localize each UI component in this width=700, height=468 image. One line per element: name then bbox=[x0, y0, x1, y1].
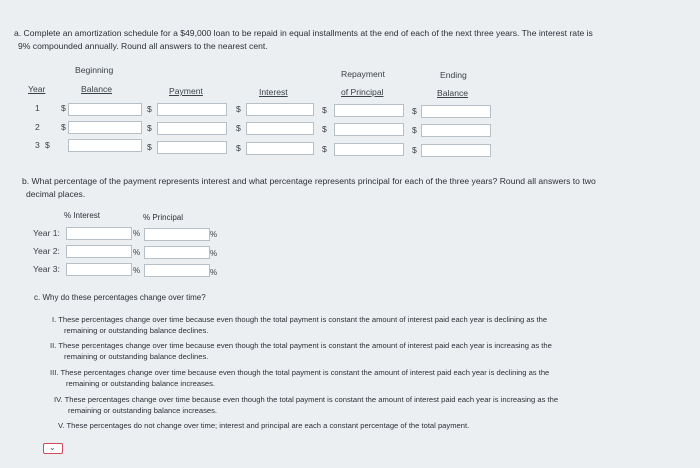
ending-balance-input-3[interactable] bbox=[421, 144, 491, 157]
option-number: IV. bbox=[54, 395, 63, 404]
currency-symbol: $ bbox=[61, 122, 66, 132]
repayment-principal-input-1[interactable] bbox=[334, 104, 404, 117]
payment-input-1[interactable] bbox=[157, 103, 227, 116]
part-a-prompt-line2: 9% compounded annually. Round all answers to the nearest cent. bbox=[18, 41, 268, 51]
header-repayment: Repayment bbox=[341, 69, 385, 79]
percent-symbol: % bbox=[210, 230, 218, 239]
header-year: Year bbox=[28, 84, 46, 94]
repayment-principal-input-3[interactable] bbox=[334, 143, 404, 156]
option-text-line2: remaining or outstanding balance declines. bbox=[64, 351, 209, 361]
option-number: V. bbox=[58, 421, 65, 430]
currency-symbol: $ bbox=[147, 142, 152, 152]
option-text-line1: These percentages do not change over time; interest and principal are each a constant percentage of the total payment. bbox=[66, 421, 470, 430]
pct-principal-input-2[interactable] bbox=[144, 246, 210, 259]
option-i bbox=[52, 315, 672, 336]
currency-symbol: $ bbox=[236, 104, 241, 114]
option-number: II. bbox=[50, 341, 57, 350]
pct-row-label-1: Year 1: bbox=[33, 228, 60, 238]
option-text-line1: These percentages change over time because even though the total payment is constant the amount of interest paid each year is increasing as the bbox=[64, 395, 559, 404]
ending-balance-input-1[interactable] bbox=[421, 105, 491, 118]
currency-symbol: $ bbox=[236, 143, 241, 153]
percent-symbol: % bbox=[133, 229, 141, 238]
currency-symbol: $ bbox=[45, 140, 50, 150]
currency-symbol: $ bbox=[322, 124, 327, 134]
interest-input-3[interactable] bbox=[246, 142, 314, 155]
option-v bbox=[58, 421, 678, 432]
answer-select[interactable] bbox=[43, 443, 63, 454]
pct-interest-input-2[interactable] bbox=[66, 245, 132, 258]
part-c-prompt: c. Why do these percentages change over time? bbox=[34, 293, 206, 302]
row-year-1: 1 bbox=[35, 103, 40, 113]
option-ii bbox=[50, 341, 670, 362]
option-text-line1: These percentages change over time because even though the total payment is constant the amount of interest paid each year is declining as the bbox=[60, 368, 550, 377]
currency-symbol: $ bbox=[147, 123, 152, 133]
header-pct-interest: % Interest bbox=[64, 211, 101, 220]
currency-symbol: $ bbox=[147, 104, 152, 114]
header-balance: Balance bbox=[81, 84, 113, 94]
option-iv bbox=[54, 395, 674, 416]
option-text-line2: remaining or outstanding balance declines. bbox=[64, 325, 209, 335]
header-ending: Ending bbox=[440, 70, 467, 80]
beginning-balance-input-3[interactable] bbox=[68, 139, 142, 152]
currency-symbol: $ bbox=[412, 125, 417, 135]
beginning-balance-input-2[interactable] bbox=[68, 121, 142, 134]
pct-principal-input-3[interactable] bbox=[144, 264, 210, 277]
option-text-line2: remaining or outstanding balance increases. bbox=[66, 378, 216, 388]
payment-input-2[interactable] bbox=[157, 122, 227, 135]
pct-interest-input-3[interactable] bbox=[66, 263, 132, 276]
header-beginning: Beginning bbox=[75, 65, 114, 75]
currency-symbol: $ bbox=[236, 123, 241, 133]
currency-symbol: $ bbox=[322, 144, 327, 154]
option-text-line1: These percentages change over time because even though the total payment is constant the amount of interest paid each year is increasing as the bbox=[58, 341, 552, 350]
currency-symbol: $ bbox=[412, 106, 417, 116]
interest-input-1[interactable] bbox=[246, 103, 314, 116]
row-year-3: 3 bbox=[35, 140, 40, 150]
header-pct-principal: % Principal bbox=[143, 213, 184, 222]
option-number: I. bbox=[52, 315, 57, 324]
percent-symbol: % bbox=[133, 266, 141, 275]
header-payment: Payment bbox=[169, 86, 203, 96]
payment-input-3[interactable] bbox=[157, 141, 227, 154]
part-b-prompt-line2: decimal places. bbox=[26, 189, 86, 199]
repayment-principal-input-2[interactable] bbox=[334, 123, 404, 136]
pct-interest-input-1[interactable] bbox=[66, 227, 132, 240]
pct-row-label-3: Year 3: bbox=[33, 264, 60, 274]
header-interest: Interest bbox=[259, 87, 288, 97]
interest-input-2[interactable] bbox=[246, 122, 314, 135]
percent-symbol: % bbox=[210, 268, 218, 277]
option-iii bbox=[50, 368, 670, 389]
currency-symbol: $ bbox=[61, 103, 66, 113]
header-ending-balance: Balance bbox=[437, 88, 469, 98]
part-a-prompt-line1: a. Complete an amortization schedule for a $49,000 loan to be repaid in equal installments at the end of each of the next three years. The interest rate is bbox=[14, 28, 593, 38]
pct-row-label-2: Year 2: bbox=[33, 246, 60, 256]
currency-symbol: $ bbox=[322, 105, 327, 115]
chevron-down-icon: ⌄ bbox=[49, 443, 56, 452]
row-year-2: 2 bbox=[35, 122, 40, 132]
ending-balance-input-2[interactable] bbox=[421, 124, 491, 137]
percent-symbol: % bbox=[133, 248, 141, 257]
option-text-line1: These percentages change over time because even though the total payment is constant the amount of interest paid each year is declining as the bbox=[58, 315, 548, 324]
currency-symbol: $ bbox=[412, 145, 417, 155]
part-b-prompt-line1: b. What percentage of the payment represents interest and what percentage represents principal for each of the three years? Round all answers to two bbox=[22, 176, 596, 186]
beginning-balance-input-1[interactable] bbox=[68, 103, 142, 116]
header-of-principal: of Principal bbox=[341, 87, 384, 97]
option-number: III. bbox=[50, 368, 59, 377]
pct-principal-input-1[interactable] bbox=[144, 228, 210, 241]
percent-symbol: % bbox=[210, 249, 218, 258]
option-text-line2: remaining or outstanding balance increases. bbox=[68, 405, 218, 415]
